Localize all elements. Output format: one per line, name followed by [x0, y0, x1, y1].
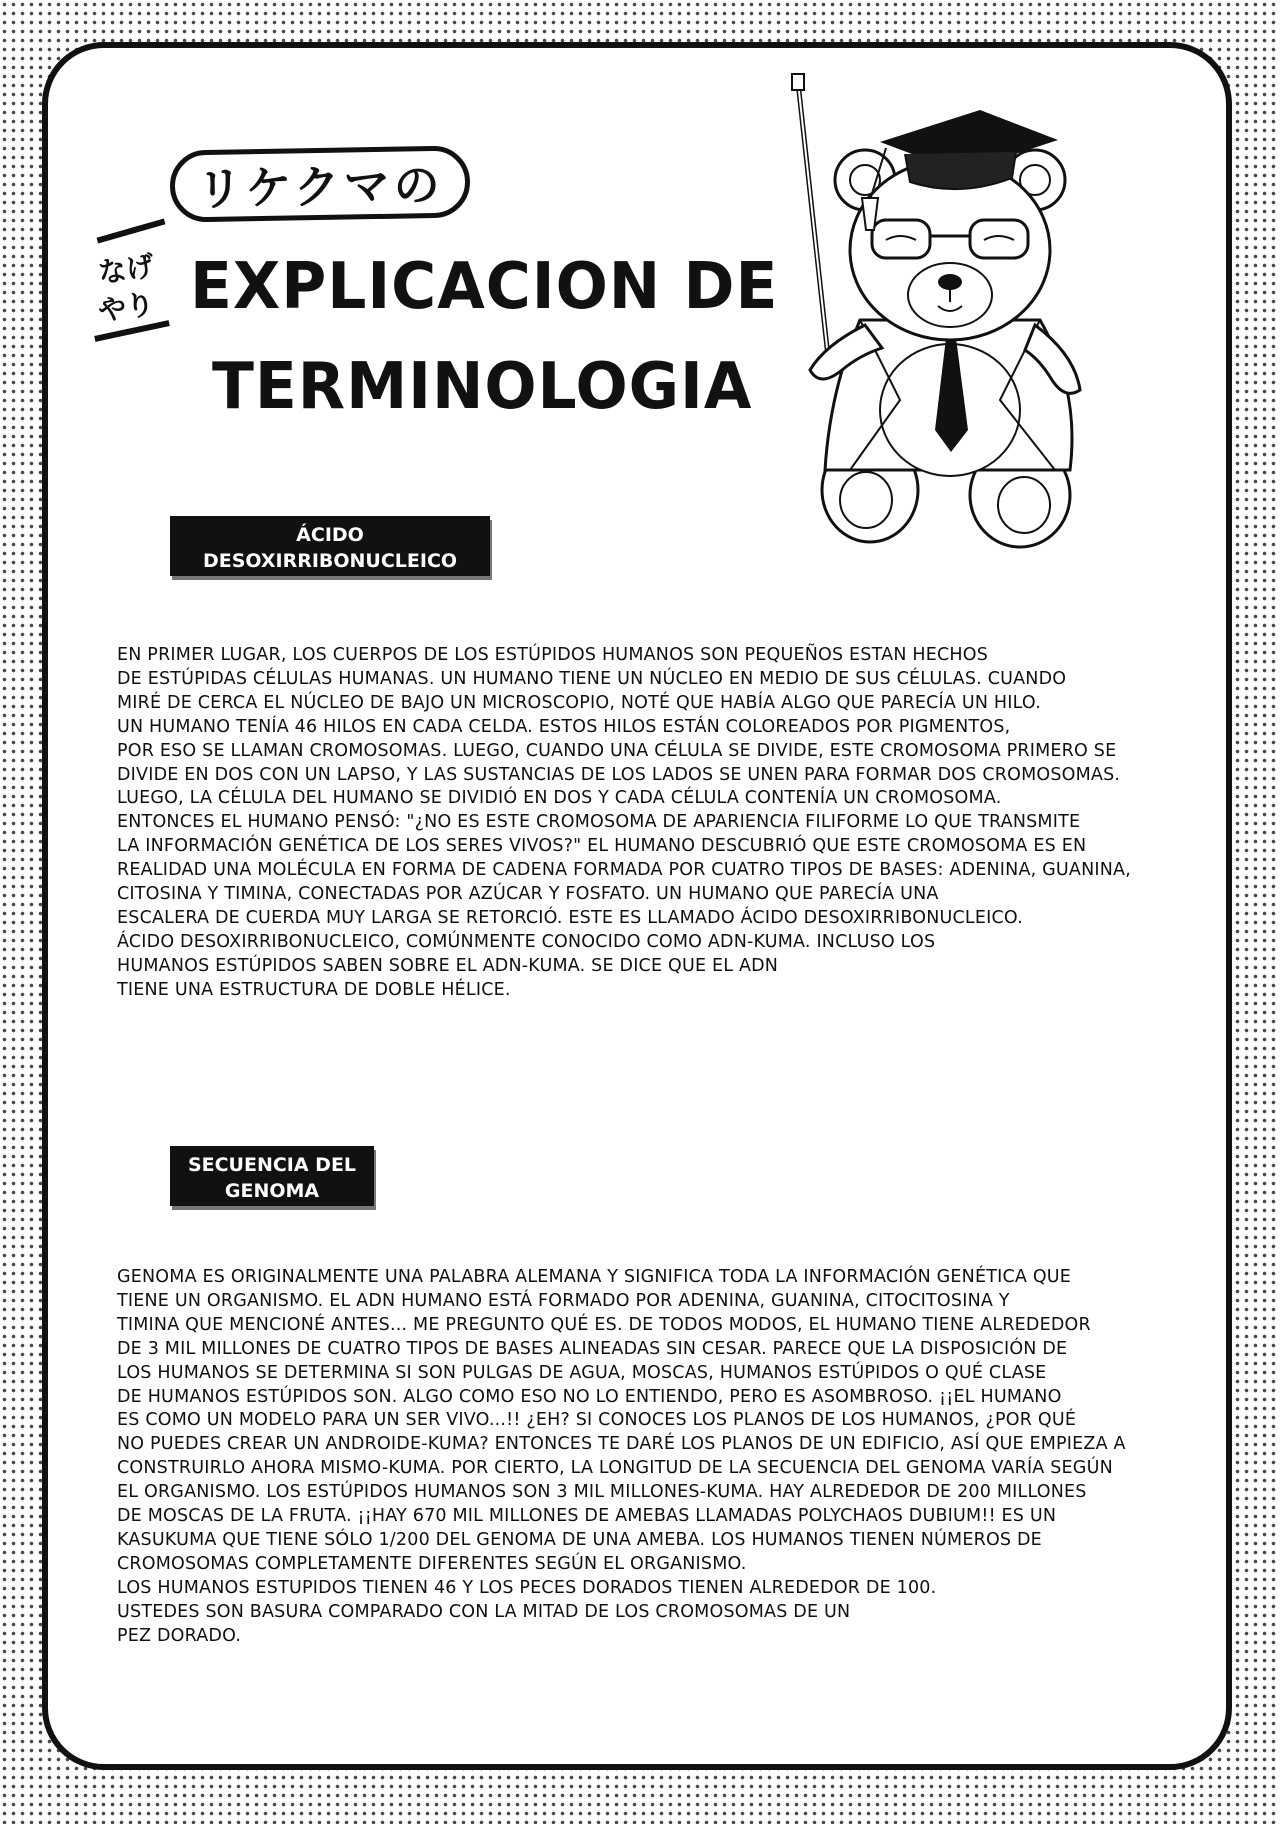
body-line: ESCALERA DE CUERDA MUY LARGA SE RETORCIÓ. ESTE ES LLAMADO ÁCIDO DESOXIRRIBONUCLEICO. [117, 907, 1023, 928]
section-body-genome [117, 1266, 1217, 1649]
body-line: REALIDAD UNA MOLÉCULA EN FORMA DE CADENA FORMADA POR CUATRO TIPOS DE BASES: ADENINA, GUANINA, [117, 860, 1131, 881]
section-heading-genome [170, 1146, 374, 1206]
body-line: DE HUMANOS ESTÚPIDOS SON. ALGO COMO ESO NO LO ENTIENDO, PERO ES ASOMBROSO. ¡¡EL HUMANO [117, 1386, 1062, 1407]
body-line: GENOMA ES ORIGINALMENTE UNA PALABRA ALEMANA Y SIGNIFICA TODA LA INFORMACIÓN GENÉTICA QUE [117, 1267, 1072, 1287]
body-line: EL ORGANISMO. LOS ESTÚPIDOS HUMANOS SON 3 MIL MILLONES-KUMA. HAY ALREDEDOR DE 200 MILLONES [117, 1482, 1087, 1503]
body-line: DE 3 MIL MILLONES DE CUATRO TIPOS DE BASES ALINEADAS SIN CESAR. PARECE QUE LA DISPOSICIÓN DE [117, 1338, 1068, 1359]
section-heading-line-1: SECUENCIA DEL [187, 1154, 357, 1176]
body-line: TIMINA QUE MENCIONÉ ANTES... ME PREGUNTO QUÉ ES. DE TODOS MODOS, EL HUMANO TIENE ALREDEDOR [117, 1314, 1091, 1335]
section-heading-line-2: GENOMA [224, 1180, 320, 1202]
body-line: LOS HUMANOS ESTUPIDOS TIENEN 46 Y LOS PECES DORADOS TIENEN ALREDEDOR DE 100. [117, 1577, 937, 1598]
body-line: NO PUEDES CREAR UN ANDROIDE-KUMA? ENTONCES TE DARÉ LOS PLANOS DE UN EDIFICIO, ASÍ QUE EMPIEZA A [117, 1434, 1126, 1455]
body-line: CROMOSOMAS COMPLETAMENTE DIFERENTES SEGÚN EL ORGANISMO. [117, 1553, 747, 1574]
section-body-dna [117, 644, 1217, 1003]
body-line: LA INFORMACIÓN GENÉTICA DE LOS SERES VIVOS?" EL HUMANO DESCUBRIÓ QUE ESTE CROMOSOMA ES EN [117, 836, 1087, 857]
tag-word-1: なげ [96, 249, 157, 290]
body-line: LUEGO, LA CÉLULA DEL HUMANO SE DIVIDIÓ EN DOS Y CADA CÉLULA CONTENÍA UN CROMOSOMA. [117, 788, 1002, 809]
body-line: ÁCIDO DESOXIRRIBONUCLEICO, COMÚNMENTE CONOCIDO COMO ADN-KUMA. INCLUSO LOS [117, 931, 936, 952]
body-line: KASUKUMA QUE TIENE SÓLO 1/200 DEL GENOMA DE UNA AMEBA. LOS HUMANOS TIENEN NÚMEROS DE [117, 1529, 1042, 1550]
pointer-stick [792, 74, 830, 375]
body-line: EN PRIMER LUGAR, LOS CUERPOS DE LOS ESTÚPIDOS HUMANOS SON PEQUEÑOS ESTAN HECHOS [117, 645, 989, 665]
professor-bear-illustration [790, 70, 1110, 570]
body-line: HUMANOS ESTÚPIDOS SABEN SOBRE EL ADN-KUMA. SE DICE QUE EL ADN [117, 955, 779, 976]
page-title-line-1: EXPLICACION DE [190, 250, 779, 324]
body-line: TIENE UNA ESTRUCTURA DE DOBLE HÉLICE. [117, 979, 511, 1000]
page-title-line-2: TERMINOLOGIA [212, 350, 753, 424]
nageyari-tag [88, 228, 178, 338]
body-line: DE ESTÚPIDAS CÉLULAS HUMANAS. UN HUMANO TIENE UN NÚCLEO EN MEDIO DE SUS CÉLULAS. CUANDO [117, 668, 1067, 689]
body-line: ENTONCES EL HUMANO PENSÓ: "¿NO ES ESTE CROMOSOMA DE APARIENCIA FILIFORME LO QUE TRANSMITE [117, 812, 1081, 833]
section-heading-line-1: ÁCIDO [296, 524, 364, 546]
body-line: TIENE UN ORGANISMO. EL ADN HUMANO ESTÁ FORMADO POR ADENINA, GUANINA, CITOCITOSINA Y [117, 1290, 1010, 1311]
body-line: UN HUMANO TENÍA 46 HILOS EN CADA CELDA. ESTOS HILOS ESTÁN COLOREADOS POR PIGMENTOS, [117, 716, 1011, 737]
body-line: CONSTRUIRLO AHORA MISMO-KUMA. POR CIERTO, LA LONGITUD DE LA SECUENCIA DEL GENOMA VARÍA SEGÚN [117, 1458, 1113, 1479]
tag-word-2: やり [96, 287, 157, 328]
body-line: LOS HUMANOS SE DETERMINA SI SON PULGAS DE AGUA, MOSCAS, HUMANOS ESTÚPIDOS O QUÉ CLASE [117, 1362, 1047, 1383]
body-line: DE MOSCAS DE LA FRUTA. ¡¡HAY 670 MIL MILLONES DE AMEBAS LLAMADAS POLYCHAOS DUBIUM!! ES UN [117, 1506, 1057, 1527]
series-logo-text: リケクマの [195, 157, 445, 217]
series-logo [169, 145, 470, 222]
body-line: ES COMO UN MODELO PARA UN SER VIVO...!! ¿EH? SI CONOCES LOS PLANOS DE LOS HUMANOS, ¿POR QUÉ [117, 1410, 1077, 1431]
body-line: CITOSINA Y TIMINA, CONECTADAS POR AZÚCAR Y FOSFATO. UN HUMANO QUE PARECÍA UNA [117, 884, 939, 905]
section-heading-dna [170, 516, 490, 576]
body-line: DIVIDE EN DOS CON UN LAPSO, Y LAS SUSTANCIAS DE LOS LADOS SE UNEN PARA FORMAR DOS CROMOSOMAS. [117, 764, 1121, 785]
body-line: USTEDES SON BASURA COMPARADO CON LA MITAD DE LOS CROMOSOMAS DE UN [117, 1601, 851, 1622]
body-line: PEZ DORADO. [117, 1625, 242, 1646]
body-line: POR ESO SE LLAMAN CROMOSOMAS. LUEGO, CUANDO UNA CÉLULA SE DIVIDE, ESTE CROMOSOMA PRIMERO SE [117, 740, 1117, 761]
body-line: MIRÉ DE CERCA EL NÚCLEO DE BAJO UN MICROSCOPIO, NOTÉ QUE HABÍA ALGO QUE PARECÍA UN HILO. [117, 692, 1041, 713]
section-heading-line-2: DESOXIRRIBONUCLEICO [202, 550, 458, 572]
